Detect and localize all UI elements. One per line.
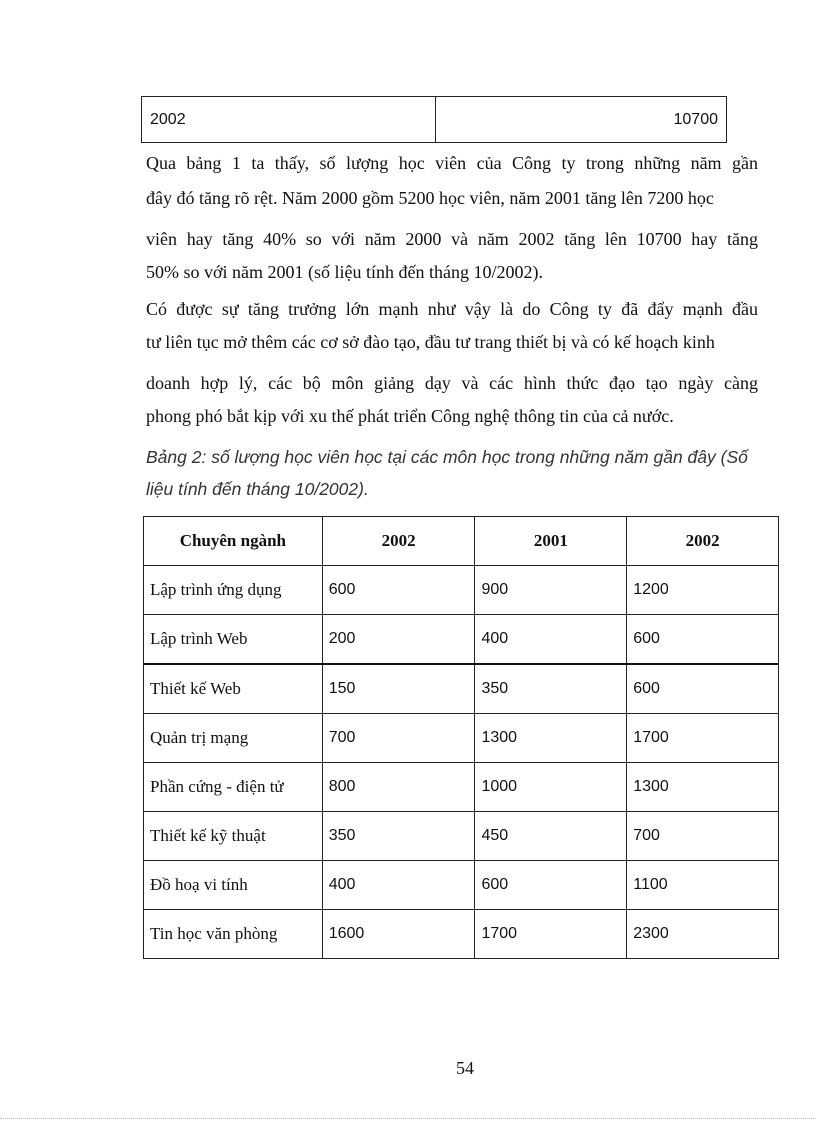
value-cell: 1300 xyxy=(475,714,627,763)
major-cell: Quản trị mạng xyxy=(144,714,323,763)
major-cell: Lập trình ứng dụng xyxy=(144,566,323,615)
page-bottom-rule xyxy=(0,1118,816,1119)
paragraph-1-line-2: đây đó tăng rõ rệt. Năm 2000 gồm 5200 học viên, năm 2001 tăng lên 7200 học xyxy=(146,188,714,208)
value-cell: 1000 xyxy=(475,763,627,812)
value-cell: 1600 xyxy=(322,910,475,959)
value-cell: 600 xyxy=(627,615,779,665)
major-cell: Tin học văn phòng xyxy=(144,910,323,959)
value-cell: 1300 xyxy=(627,763,779,812)
year-cell: 2002 xyxy=(142,97,436,143)
page-number: 54 xyxy=(456,1058,474,1078)
paragraph-3-line-2: tư liên tục mở thêm các cơ sở đào tạo, đầu tư trang thiết bị và có kế hoạch kinh xyxy=(146,332,715,352)
value-cell: 350 xyxy=(475,664,627,714)
table-row xyxy=(144,664,779,714)
table-row xyxy=(144,714,779,763)
major-cell: Lập trình Web xyxy=(144,615,323,665)
value-cell: 600 xyxy=(627,664,779,714)
value-cell: 700 xyxy=(627,812,779,861)
table-row xyxy=(144,861,779,910)
value-cell: 10700 xyxy=(436,97,727,143)
value-cell: 400 xyxy=(475,615,627,665)
table-row xyxy=(144,615,779,665)
table-row xyxy=(144,566,779,615)
major-cell: Phần cứng - điện tử xyxy=(144,763,323,812)
continued-table xyxy=(141,96,727,143)
value-cell: 2300 xyxy=(627,910,779,959)
value-cell: 1100 xyxy=(627,861,779,910)
major-cell: Thiết kế Web xyxy=(144,664,323,714)
students-by-major-table xyxy=(143,516,779,959)
paragraph-2-line-1: viên hay tăng 40% so với năm 2000 và năm 2002 tăng lên 10700 hay tăng xyxy=(146,229,758,249)
value-cell: 400 xyxy=(322,861,475,910)
table-row xyxy=(142,97,727,143)
paragraph-2-line-2: 50% so với năm 2001 (số liệu tính đến tháng 10/2002). xyxy=(146,262,543,282)
paragraph-4-line-2: phong phó bắt kịp với xu thế phát triển Công nghệ thông tin của cả nước. xyxy=(146,406,674,426)
value-cell: 600 xyxy=(322,566,475,615)
value-cell: 800 xyxy=(322,763,475,812)
table-header-row xyxy=(144,517,779,566)
header-year: 2001 xyxy=(475,517,627,566)
major-cell: Đồ hoạ vi tính xyxy=(144,861,323,910)
paragraph-1-line-1: Qua bảng 1 ta thấy, số lượng học viên của Công ty trong những năm gần xyxy=(146,153,758,173)
value-cell: 350 xyxy=(322,812,475,861)
value-cell: 900 xyxy=(475,566,627,615)
value-cell: 600 xyxy=(475,861,627,910)
table-row xyxy=(144,812,779,861)
major-cell: Thiết kế kỹ thuật xyxy=(144,812,323,861)
value-cell: 1200 xyxy=(627,566,779,615)
table-row xyxy=(144,763,779,812)
value-cell: 150 xyxy=(322,664,475,714)
header-year: 2002 xyxy=(627,517,779,566)
value-cell: 700 xyxy=(322,714,475,763)
header-year: 2002 xyxy=(322,517,475,566)
value-cell: 1700 xyxy=(627,714,779,763)
value-cell: 200 xyxy=(322,615,475,665)
table-caption-line-1: Bảng 2: số lượng học viên học tại các môn học trong những năm gần đây (Số xyxy=(146,447,748,467)
value-cell: 1700 xyxy=(475,910,627,959)
table-row xyxy=(144,910,779,959)
value-cell: 450 xyxy=(475,812,627,861)
table-caption-line-2: liệu tính đến tháng 10/2002). xyxy=(146,479,369,499)
header-major: Chuyên ngành xyxy=(144,517,323,566)
paragraph-3-line-1: Có được sự tăng trưởng lớn mạnh như vậy là do Công ty đã đẩy mạnh đầu xyxy=(146,299,758,319)
paragraph-4-line-1: doanh hợp lý, các bộ môn giảng dạy và các hình thức đạo tạo ngày càng xyxy=(146,373,758,393)
